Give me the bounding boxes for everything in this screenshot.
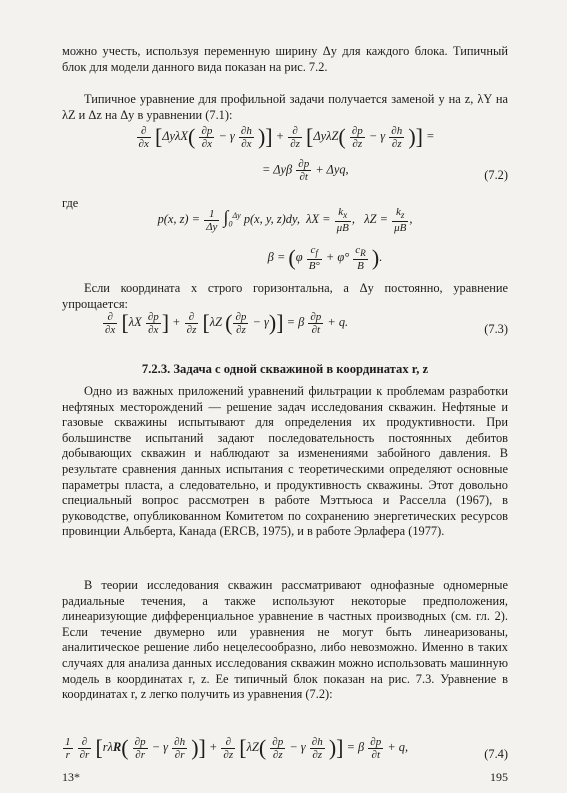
paragraph-where: где [62, 196, 79, 210]
equation-7-2-line-1: $\frac{\partial}{\partial x}$ [ΔyλX( $\frac{\partial p}{\partial x}$ − γ $\frac{\partial h}{\partial x}$ )] + $\frac{\partial}{\partial z}$ [ΔyλZ( $\frac{\partial p}{\partial z}$ − γ $\frac{\partial h}{\partial z}$ )] = [138, 124, 435, 150]
equation-number-7-4: (7.4) [484, 747, 508, 761]
equation-number-7-2: (7.2) [484, 168, 508, 182]
section-heading: 7.2.3. Задача с одной скважиной в координатах r, z [141, 362, 429, 376]
page-number: 195 [490, 770, 508, 784]
signature-mark: 13* [62, 770, 80, 784]
paragraph-well-testing: Одно из важных приложений уравнений фильтрации к проблемам разработки нефтяных месторождений — решение задач исследования скважин. Нефтяные и газовые скважины испытывают для определения их продуктивности. При большинстве испытаний задают последовательность постоянных дебитов добывающих скважин и наблюдают за изменениями забойного давления. В результате сравнения данных испытания с теоретическими определяют основные параметры пласта, а следовательно, и продуктивность скважины. Этот довольно специальный вопрос рассмотрен в работе Мэттьюса и Расселла (1967), в руководстве, опубликованном Комитетом по сохранению энергетических ресурсов провинции Альберта, Канада (ERCB, 1975), и в работе Эрлафера (1977). [62, 384, 508, 539]
paragraph-intro: можно учесть, используя переменную ширину Δy для каждого блока. Типичный блок для модели данного вида показан на рис. 7.2. [62, 44, 508, 74]
equation-7-4: $\frac{1}{r}$ $\frac{\partial}{\partial r}$ [rλR( $\frac{\partial p}{\partial r}$ − γ $\frac{\partial h}{\partial r}$ )] + $\frac{\partial}{\partial z}$ [λZ( $\frac{\partial p}{\partial z}$ − γ $\frac{\partial h}{\partial z}$ )] = β $\frac{\partial p}{\partial t}$ + q, (7.4) [65, 735, 508, 761]
paragraph-profile-problem: Типичное уравнение для профильной задачи получается заменой y на z, λY на λZ и Δz на Δy в уравнении (7.1): [62, 92, 508, 122]
paragraph-horizontal: Если координата x строго горизонтальна, а Δy постоянно, уравнение упрощается: [62, 281, 508, 311]
equation-beta: β = (φ $\frac{c_f}{B^\circ}$ + φ° $\frac{c_R}{B}$ ). [267, 244, 383, 273]
equation-definitions: p(x, z) = $\frac{1}{\Delta y}$ $\int_0^{\Delta y}$ p(x, y, z)dy, λX = $\frac{k_x}{\mu B}$ , λZ = $\frac{k_z}{\mu B}$ , [157, 206, 413, 235]
equation-number-7-3: (7.3) [484, 322, 508, 336]
equation-7-2-line-2: = Δyβ $\frac{\partial p}{\partial t}$ + Δyq, (7.2) [262, 158, 508, 183]
equation-7-3: $\frac{\partial}{\partial x}$ [λX $\frac{\partial p}{\partial x}$ ] + $\frac{\partial}{\partial z}$ [λZ ( $\frac{\partial p}{\partial z}$ − γ)] = β $\frac{\partial p}{\partial t}$ + q. (7.3) [105, 310, 508, 336]
paragraph-well-theory: В теории исследования скважин рассматривают однофазные одномерные радиальные течения, а также используют некоторые предположения, линеаризующие дифференциальное уравнение в частных производных (см. гл. 2). Если течение двумерно или уравнения не могут быть линеаризованы, аналитическое решение либо нецелесообразно, либо невозможно. Именно в таких случаях для анализа данных исследования скважин можно использовать машинную модель в координатах r, z. Ее типичный блок показан на рис. 7.3. Уравнение в координатах r, z легко получить из уравнения (7.2): [62, 578, 508, 702]
